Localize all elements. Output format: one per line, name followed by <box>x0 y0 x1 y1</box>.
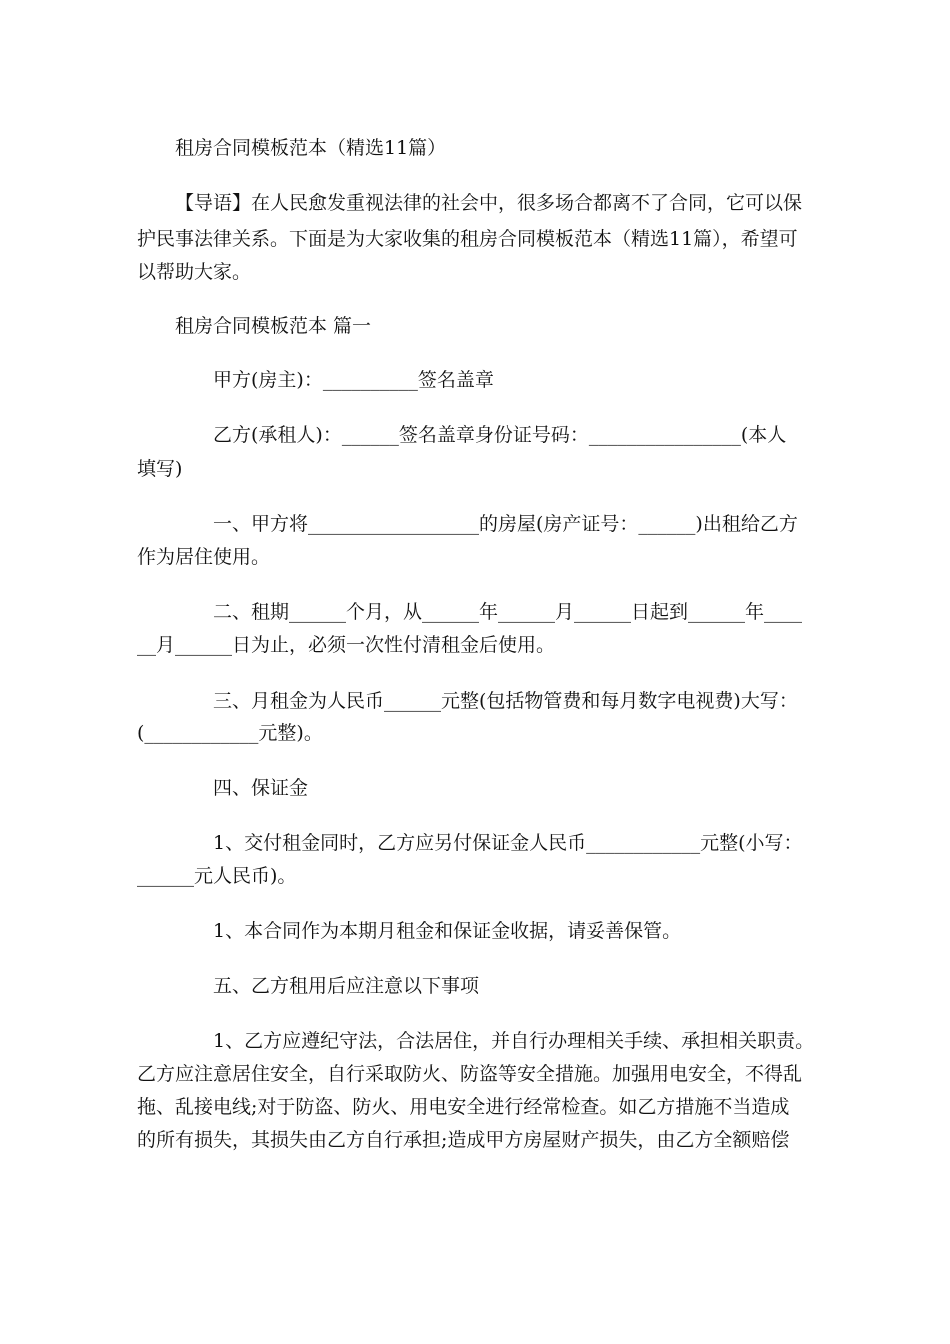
clause-4-item-1-line-2: ______元人民币)。 <box>137 865 297 887</box>
intro-line-1: 【导语】在人民愈发重视法律的社会中，很多场合都离不了合同，它可以保 <box>175 192 803 214</box>
clause-5-item-1-line-1: 1、乙方应遵纪守法，合法居住，并自行办理相关手续、承担相关职责。 <box>213 1030 815 1052</box>
section-heading: 租房合同模板范本 篇一 <box>175 315 372 337</box>
clause-4-item-1-line-1: 1、交付租金同时，乙方应另付保证金人民币____________元整(小写： <box>213 832 803 854</box>
clause-5-item-1-line-2: 乙方应注意居住安全，自行采取防火、防盗等安全措施。加强用电安全，不得乱 <box>137 1063 803 1085</box>
clause-1-line-2: 作为居住使用。 <box>137 546 271 568</box>
clause-5-heading: 五、乙方租用后应注意以下事项 <box>213 975 480 997</box>
intro-line-2: 护民事法律关系。下面是为大家收集的租房合同模板范本（精选11篇），希望可 <box>137 228 798 250</box>
document-title: 租房合同模板范本（精选11篇） <box>175 137 447 159</box>
party-b-line-1: 乙方(承租人)：______签名盖章身份证号码：________________(本人 <box>213 424 787 446</box>
clause-4-heading: 四、保证金 <box>213 777 309 799</box>
party-a-line: 甲方(房主)：__________签名盖章 <box>213 369 494 391</box>
clause-3-line-2: (____________元整)。 <box>137 722 323 744</box>
clause-2-line-2: __月______日为止，必须一次性付清租金后使用。 <box>137 634 556 656</box>
clause-4-item-2: 1、本合同作为本期月租金和保证金收据，请妥善保管。 <box>213 920 682 942</box>
clause-2-line-1: 二、租期______个月，从______年______月______日起到______年____ <box>213 601 803 623</box>
party-b-line-2: 填写) <box>137 458 183 480</box>
intro-line-3: 以帮助大家。 <box>137 261 252 283</box>
clause-5-item-1-line-3: 拖、乱接电线;对于防盗、防火、用电安全进行经常检查。如乙方措施不当造成 <box>137 1096 790 1118</box>
clause-1-line-1: 一、甲方将__________________的房屋(房产证号：______)出租给乙方 <box>213 513 798 535</box>
clause-3-line-1: 三、月租金为人民币______元整(包括物管费和每月数字电视费)大写： <box>213 690 798 712</box>
clause-5-item-1-line-4: 的所有损失，其损失由乙方自行承担;造成甲方房屋财产损失，由乙方全额赔偿 <box>137 1129 790 1151</box>
